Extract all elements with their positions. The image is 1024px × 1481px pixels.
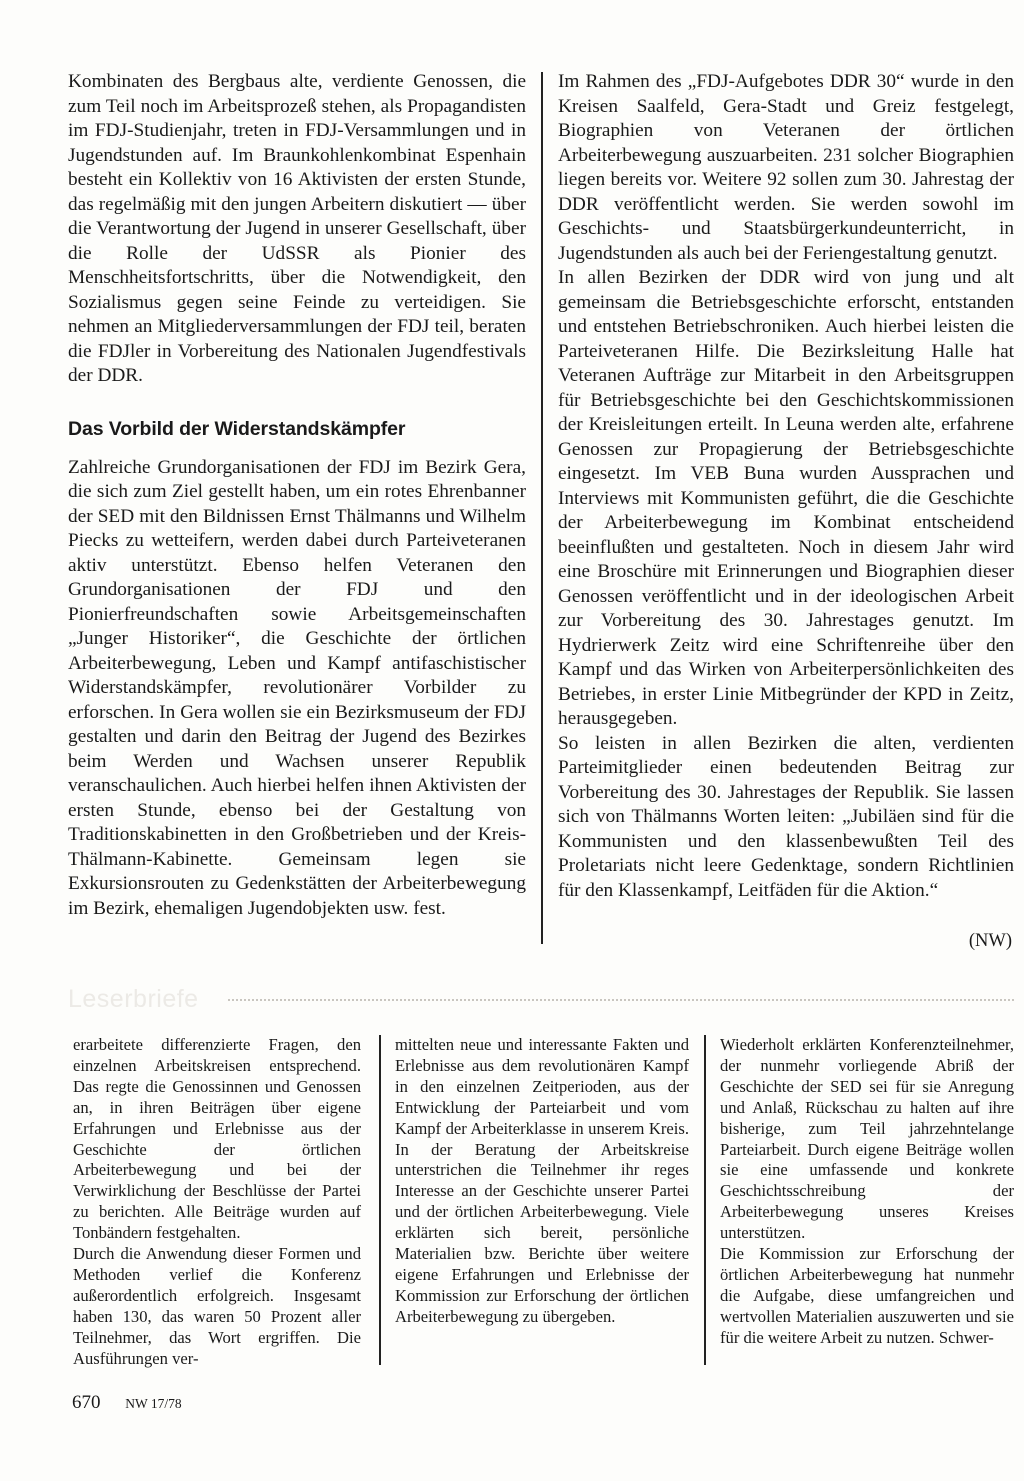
author-signature: (NW) bbox=[968, 931, 1012, 951]
letters-column-1 bbox=[73, 1035, 361, 1370]
column-divider bbox=[541, 72, 543, 944]
page-footer bbox=[72, 1392, 182, 1415]
section-banner-title: Leserbriefe bbox=[68, 985, 199, 1013]
column-divider bbox=[704, 1035, 706, 1365]
letters-column-2 bbox=[395, 1035, 689, 1328]
article-paragraph: So leisten in allen Bezirken die alten, verdienten Parteimitglieder einen bedeutenden Beitrag zur Vorbereitung des 30. Jahrestages der Republik. Sie lassen sich von Thälmanns Worten leiten: „Jubiläen sind für die Kommunisten und den klassenbewußten Teil des Proletariats nicht leere Gedenktage, sondern Richtlinien für den Klassenkampf, Leitfäden für die Aktion.“ bbox=[558, 732, 1014, 901]
article-paragraph: In allen Bezirken der DDR wird von jung und alt gemeinsam die Betriebsgeschichte erforscht, entstanden und entstehen Betriebschroniken. Auch hierbei leisten die Parteiveteranen Hilfe. Die Bezirksleitung Halle hat Veteranen Aufträge zur Mitarbeit in den Arbeitsgruppen für Betriebsgeschichte bei den Geschichtskommissionen der Kreisleitungen erteilt. In Leuna werden alte, erfahrene Genossen zur Propagierung der Betriebsgeschichte eingesetzt. Im VEB Buna wurden Aussprachen und Interviews mit Kommunisten geführt, die die Geschichte der Arbeiterbewegung im Kombinat entscheidend beeinflußten und gestalteten. Noch in diesem Jahr wird eine Broschüre mit Erinnerungen und Biographien dieser Genossen veröffentlicht und in der ideologischen Arbeit zur Vorbereitung des 30. Jahrestages genutzt. Im Hydrierwerk Zeitz wird eine Schriftenreihe über den Kampf und das Wirken von Arbeiterpersönlichkeiten des Betriebes, in erster Linie Mitbegründer der KPD in Zeitz, herausgegeben. bbox=[558, 267, 1014, 729]
journal-issue: NW 17/78 bbox=[125, 1396, 182, 1411]
article-column-left bbox=[68, 70, 526, 921]
article-paragraph: Kombinaten des Bergbaus alte, verdiente Genossen, die zum Teil noch im Arbeitsprozeß stehen, als Propagandisten im FDJ-Studienjahr, treten in FDJ-Versammlungen und in Jugendstunden auf. Im Braunkohlenkombinat Espenhain besteht ein Kollektiv von 16 Aktivisten der ersten Stunde, das regelmäßig mit den jungen Arbeitern diskutiert — über die Verantwortung der Jugend in unserer Gesellschaft, über die Rolle der UdSSR als Pionier des Menschheitsfortschritts, über die Notwendigkeit, den Sozialismus gegen seine Feinde zu verteidigen. Sie nehmen an Mitgliederversammlungen der FDJ teil, beraten die FDJler in Vorbereitung des Nationalen Jugendfestivals der DDR. bbox=[68, 71, 526, 386]
article-column-right bbox=[558, 70, 1014, 903]
letter-paragraph: Durch die Anwendung dieser Formen und Methoden verlief die Konferenz außerordentlich erfolgreich. Insgesamt haben 130, das waren 50 Prozent aller Teilnehmer, das Wort ergriffen. Die Ausführungen ver- bbox=[73, 1244, 361, 1368]
letter-paragraph: erarbeitete differenzierte Fragen, den einzelnen Arbeitskreisen entsprechend. Das regte die Genossinnen und Genossen an, in ihren Beiträgen über eigene Erfahrungen und Erlebnisse aus der Geschichte der örtlichen Arbeiterbewegung und bei der Verwirklichung der Beschlüsse der Partei zu berichten. Alle Beiträge wurden auf Tonbändern festgehalten. bbox=[73, 1035, 361, 1243]
letter-paragraph: mittelten neue und interessante Fakten und Erlebnisse aus dem revolutionären Kampf in den einzelnen Zeitperioden, aus der Entwicklung der Parteiarbeit und vom Kampf der Arbeiterklasse in unserem Kreis. In der Beratung der Arbeitskreise unterstrichen die Teilnehmer ihr reges Interesse an der Geschichte unserer Partei und der örtlichen Arbeiterbewegung. Viele erklärten sich bereit, persönliche Materialien bzw. Berichte über weitere eigene Erfahrungen und Erlebnisse der Kommission zur Erforschung der örtlichen Arbeiterbewegung zu übergeben. bbox=[395, 1035, 689, 1326]
page-number: 670 bbox=[72, 1392, 101, 1413]
banner-rule bbox=[228, 999, 1014, 1001]
letter-paragraph: Die Kommission zur Erforschung der örtlichen Arbeiterbewegung hat nunmehr die Aufgabe, diese umfangreichen und wertvollen Materialien auszuwerten und sie für die weitere Arbeit zu nutzen. Schwer- bbox=[720, 1244, 1014, 1347]
column-divider bbox=[379, 1035, 381, 1365]
article-paragraph: Im Rahmen des „FDJ-Aufgebotes DDR 30“ wurde in den Kreisen Saalfeld, Gera-Stadt und Greiz festgelegt, Biographien von Veteranen der örtlichen Arbeiterbewegung auszuarbeiten. 231 solcher Biographien liegen bereits vor. Weitere 92 sollen zum 30. Jahrestag der DDR veröffentlicht werden. Sie werden sowohl im Geschichts- und Staatsbürgerkundeunterricht, in Jugendstunden als auch bei der Feriengestaltung genutzt. bbox=[558, 71, 1014, 264]
letters-column-3 bbox=[720, 1035, 1014, 1349]
letter-paragraph: Wiederholt erklärten Konferenzteilnehmer, der nunmehr vorliegende Abriß der Geschichte der SED sei für sie Anregung und Anlaß, Rückschau zu halten auf ihre bisherige, zum Teil jahrzehntelange Parteiarbeit. Durch eigene Beiträge wollen sie eine umfassende und konkrete Geschichtsschreibung der Arbeiterbewegung unseres Kreises unterstützen. bbox=[720, 1035, 1014, 1243]
section-banner bbox=[68, 985, 1014, 1015]
section-heading: Das Vorbild der Widerstandskämpfer bbox=[68, 417, 406, 440]
article-paragraph: Zahlreiche Grundorganisationen der FDJ im Bezirk Gera, die sich zum Ziel gestellt haben, um ein rotes Ehrenbanner der SED mit den Bildnissen Ernst Thälmanns und Wilhelm Piecks zu wetteifern, werden dabei durch Parteiveteranen aktiv unterstützt. Ebenso helfen Veteranen den Grundorganisationen der FDJ und den Pionierfreundschaften sowie Arbeitsgemeinschaften „Junger Historiker“, die Geschichte der örtlichen Arbeiterbewegung, Leben und Kampf antifaschistischer Widerstandskämpfer, revolutionärer Vorbilder zu erforschen. In Gera wollen sie ein Bezirksmuseum der FDJ gestalten und darin den Beitrag der Jugend des Bezirkes beim Werden und Wachsen unserer Republik veranschaulichen. Auch hierbei helfen ihnen Aktivisten der ersten Stunde, ebenso bei der Gestaltung von Traditionskabinetten in den Großbetrieben und der Kreis-Thälmann-Kabinette. Gemeinsam legen sie Exkursionsrouten zu Gedenkstätten der Arbeiterbewegung im Bezirk, ehemaligen Jugendobjekten usw. fest. bbox=[68, 456, 526, 919]
